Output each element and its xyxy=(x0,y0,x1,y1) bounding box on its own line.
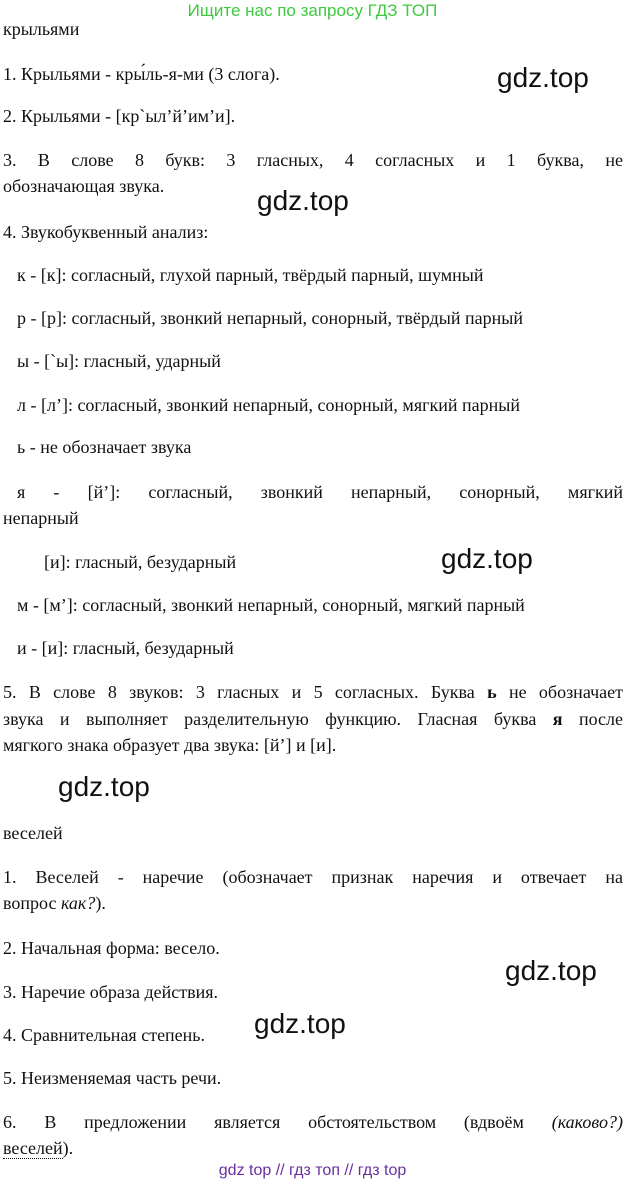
heading-krylyami: крыльями xyxy=(3,19,80,39)
item-adverb-type: 3. Наречие образа действия. xyxy=(3,982,218,1002)
watermark: gdz.top xyxy=(254,1008,346,1039)
heading-veselei: веселей xyxy=(3,823,63,843)
sound-r: р - [р]: согласный, звонкий непарный, сонорный, твёрдый парный xyxy=(17,308,523,328)
item-letters-count-line1: 3. В слове 8 букв: 3 гласных, 4 согласных и 1 буква, не xyxy=(3,150,623,170)
item-syntax-role-line2 xyxy=(3,1138,73,1158)
sound-i: и - [и]: гласный, безударный xyxy=(17,638,234,658)
sound-ya-line2: непарный xyxy=(3,508,79,528)
watermark: gdz.top xyxy=(58,771,150,802)
sounds-text-2a: звука и выполняет разделительную функцию. Гласная буква xyxy=(3,709,553,729)
item-sounds-count-line2 xyxy=(3,709,623,729)
item-initial-form: 2. Начальная форма: весело. xyxy=(3,938,220,958)
question-word: как? xyxy=(60,893,96,913)
soft-sign-letter: ь xyxy=(487,682,497,702)
item-comparative: 4. Сравнительная степень. xyxy=(3,1025,206,1045)
item-transcription: 2. Крыльями - [кр`ыл’й’им’и]. xyxy=(3,106,236,126)
syntax-text: 6. В предложении является обстоятельством (вдвоём xyxy=(3,1112,552,1132)
question-prefix: вопрос xyxy=(3,893,61,913)
item-part-of-speech-line1: 1. Веселей - наречие (обозначает признак наречия и отвечает на xyxy=(3,867,623,887)
sounds-text-1a: 5. В слове 8 звуков: 3 гласных и 5 согласных. Буква xyxy=(3,682,488,702)
syntax-question: (каково?) xyxy=(551,1112,623,1132)
watermark: gdz.top xyxy=(257,185,349,216)
item-analysis-title: 4. Звукобуквенный анализ: xyxy=(3,222,209,242)
item-unchangeable: 5. Неизменяемая часть речи. xyxy=(3,1068,222,1088)
sound-i-sub: [и]: гласный, безударный xyxy=(44,552,237,572)
footer-links[interactable]: gdz top // гдз топ // гдз top xyxy=(218,1162,407,1179)
sound-l: л - [л’]: согласный, звонкий непарный, сонорный, мягкий парный xyxy=(17,395,520,415)
item-part-of-speech-line2 xyxy=(3,893,106,913)
ya-letter: я xyxy=(552,709,563,729)
sound-m: м - [м’]: согласный, звонкий непарный, сонорный, мягкий парный xyxy=(17,595,525,615)
watermark: gdz.top xyxy=(441,543,533,574)
item-letters-count-line2: обозначающая звука. xyxy=(3,176,165,196)
question-suffix: ). xyxy=(95,893,106,913)
underlined-word: веселей xyxy=(3,1138,63,1158)
sound-ya-line1: я - [й’]: согласный, звонкий непарный, сонорный, мягкий xyxy=(17,482,623,502)
syntax-suffix: ). xyxy=(62,1138,74,1158)
item-syllables: 1. Крыльями - кры́ль-я-ми (3 слога). xyxy=(3,64,280,84)
sound-soft-sign: ь - не обозначает звука xyxy=(17,437,192,457)
sounds-text-2b: после xyxy=(562,709,623,729)
item-sounds-count-line1 xyxy=(3,682,623,702)
sound-y: ы - [`ы]: гласный, ударный xyxy=(17,351,221,371)
search-banner[interactable]: Ищите нас по запросу ГДЗ ТОП xyxy=(187,1,438,20)
sound-k: к - [к]: согласный, глухой парный, твёрдый парный, шумный xyxy=(17,265,484,285)
sounds-text-1b: не обозначает xyxy=(496,682,623,702)
item-syntax-role-line1 xyxy=(3,1112,623,1132)
item-sounds-count-line3: мягкого знака образует два звука: [й’] и [и]. xyxy=(3,735,337,755)
watermark: gdz.top xyxy=(497,62,589,93)
watermark: gdz.top xyxy=(505,955,597,986)
